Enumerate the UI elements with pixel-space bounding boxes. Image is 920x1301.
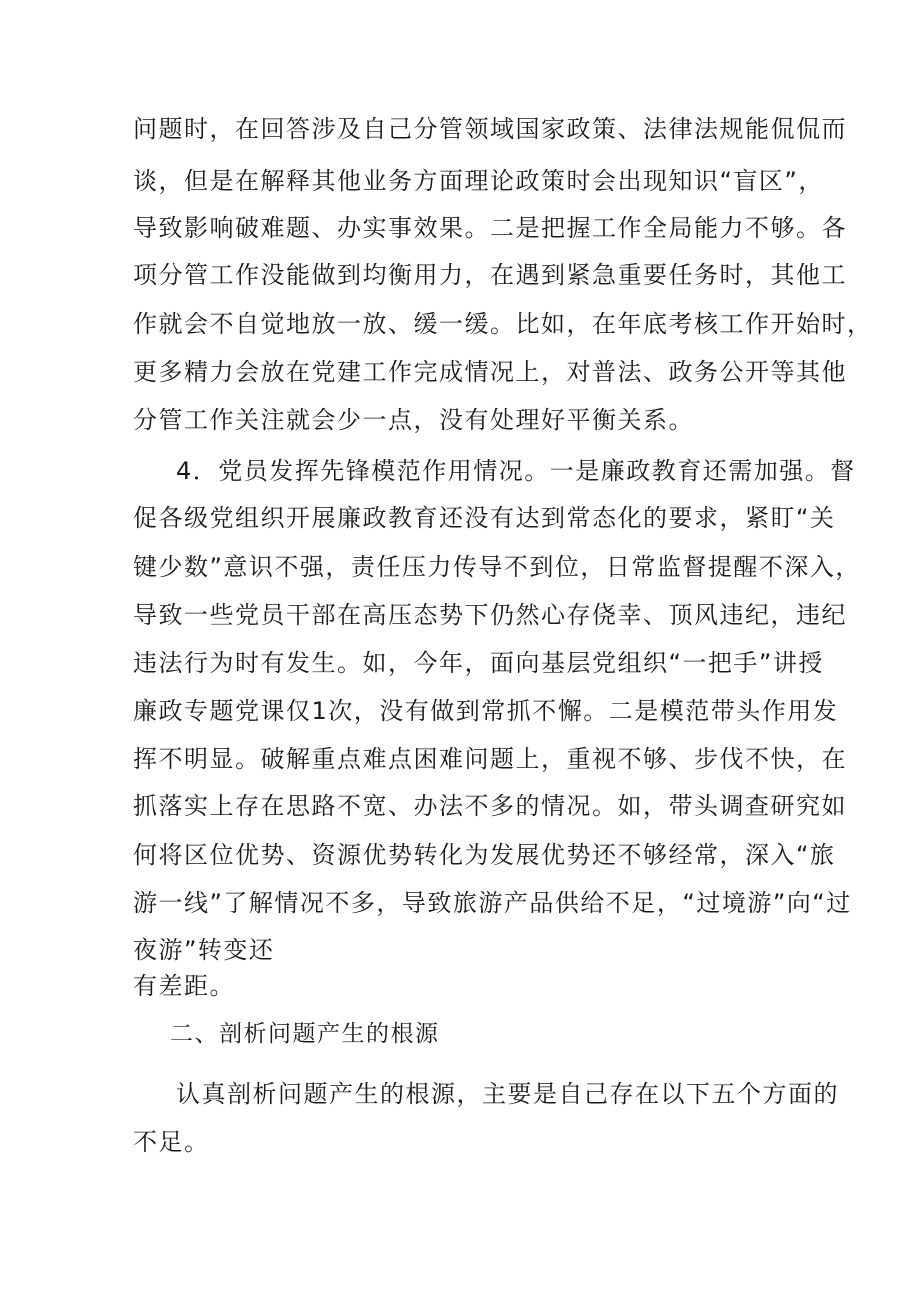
body-text-line: 违法行为时有发生。如，今年，面向基层党组织“一把手”讲授 [133,649,824,677]
body-text-line: 分管工作关注就会少一点，没有处理好平衡关系。 [133,406,694,434]
section-heading: 二、剖析问题产生的根源 [170,1021,440,1047]
body-text-line: 促各级党组织开展廉政教育还没有达到常态化的要求，紧盯“关 [133,504,836,532]
body-text-line: 挥不明显。破解重点难点困难问题上，重视不够、步伐不快，在 [133,745,847,773]
body-text-line: 有差距。 [133,972,235,1000]
body-text-line: 抓落实上存在思路不宽、办法不多的情况。如，带头调查研究如 [133,792,847,820]
body-text-line: 认真剖析问题产生的根源，主要是自己存在以下五个方面的 [176,1080,839,1108]
body-text-line: 更多精力会放在党建工作完成情况上，对普法、政务公开等其他 [133,358,847,386]
body-text-line: 不足。 [133,1128,210,1156]
body-text-line: 廉政专题党课仅1次，没有做到常抓不懈。二是模范带头作用发 [133,697,839,725]
body-text-line: 谈，但是在解释其他业务方面理论政策时会出现知识“盲区”， [133,167,824,195]
body-text-line: 导致影响破难题、办实事效果。二是把握工作全局能力不够。各 [133,214,847,242]
body-text-line: 何将区位优势、资源优势转化为发展优势还不够经常，深入“旅 [133,841,836,869]
body-text-line: 项分管工作没能做到均衡用力，在遇到紧急重要任务时，其他工 [133,261,847,289]
body-text-line: 游一线”了解情况不多，导致旅游产品供给不足，“过境游”向“过 [133,889,852,917]
body-text-line: 键少数”意识不强，责任压力传导不到位，日常监督提醒不深入， [133,553,861,581]
body-text-line: 作就会不自觉地放一放、缓一缓。比如，在年底考核工作开始时， [133,310,873,338]
body-text-line: 夜游”转变还 [133,936,275,964]
section-item-4-line: 4．党员发挥先锋模范作用情况。一是廉政教育还需加强。督 [176,457,856,485]
body-text-line: 问题时，在回答涉及自己分管领域国家政策、法律法规能侃侃而 [133,115,847,143]
body-text-line: 导致一些党员干部在高压态势下仍然心存侥幸、顶风违纪，违纪 [133,601,847,629]
